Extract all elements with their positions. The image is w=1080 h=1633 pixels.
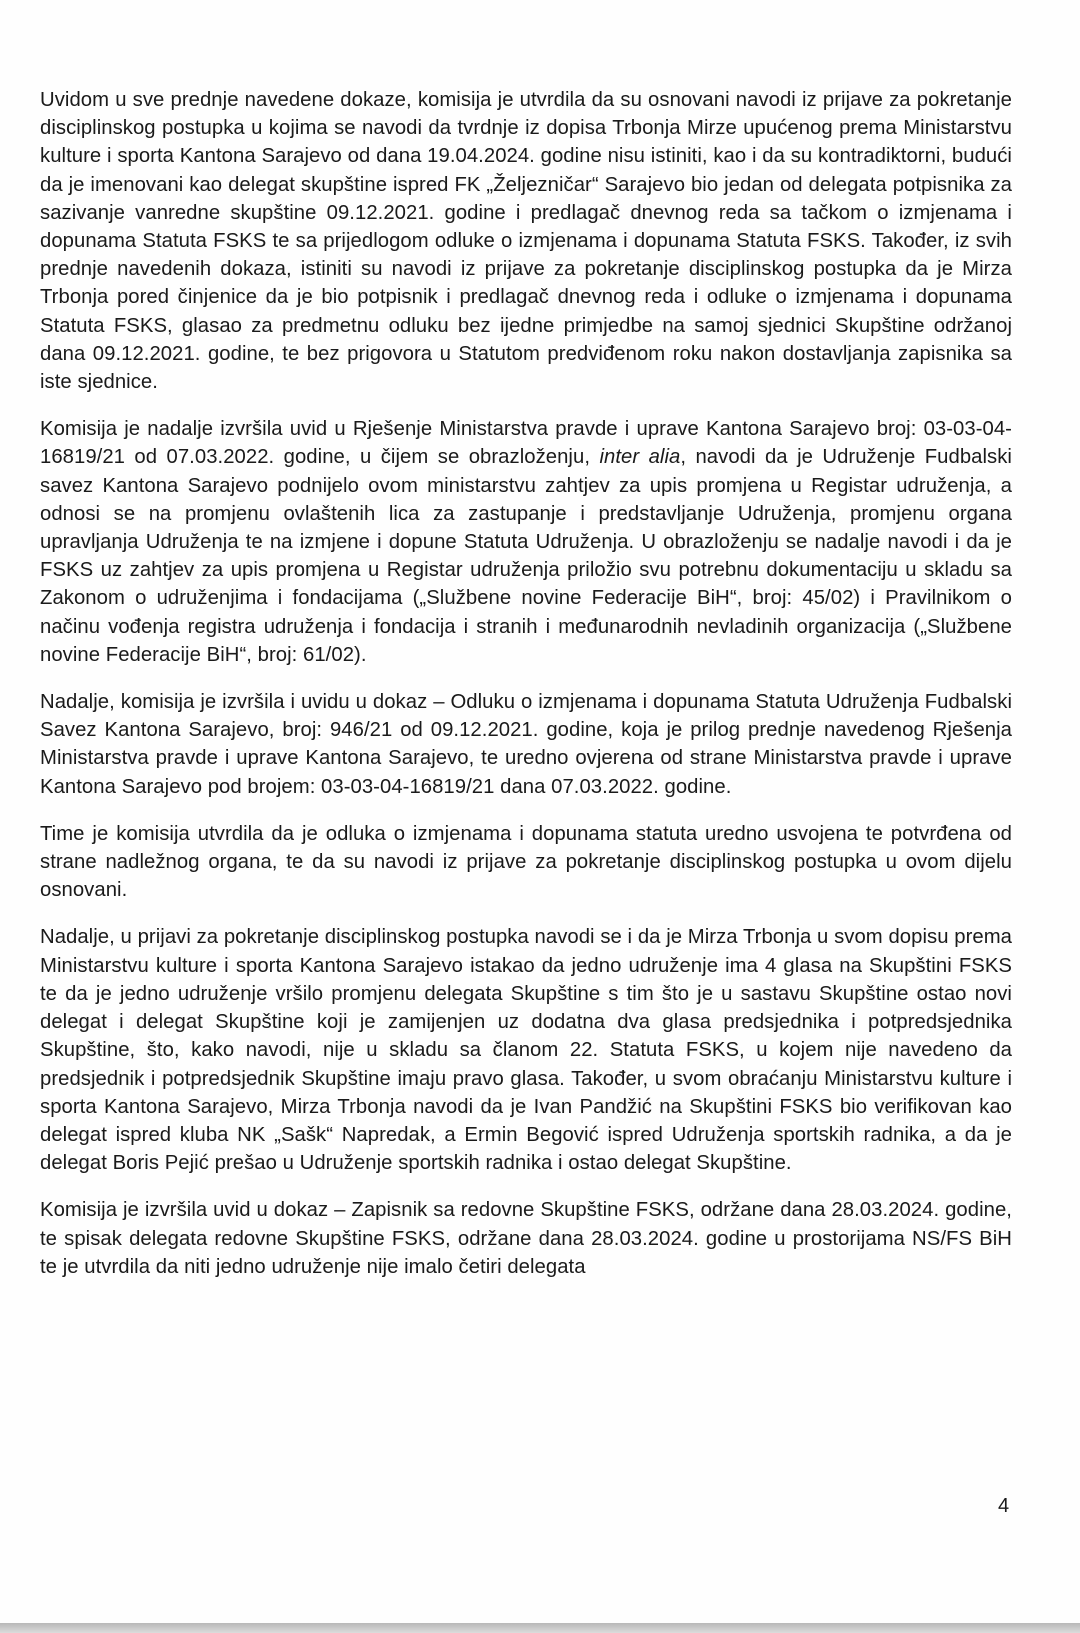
paragraph-text: , navodi da je Udruženje Fudbalski savez Kantona Sarajevo podnijelo ovom ministarstvu zahtjev za upis promjena u Registar udruženja, a odnosi se na promjenu ovlaštenih lica za zastupanje i predstavljanje Udruženja, promjenu organa upravljanja Udruženja te na izmjene i dopune Statuta Udruženja. U obrazloženju se nadalje navodi i da je FSKS uz zahtjev za upis promjena u Registar udruženja priložio svu potrebnu dokumentaciju u skladu sa Zakonom o udruženjima i fondacijama („Službene novine Federacije BiH“, broj: 45/02) i Pravilnikom o načinu vođenja registra udruženja i fondacija i stranih i međunarodnih nevladinih organizacija („Službene novine Federacije BiH“, broj: 61/02). bbox=[40, 446, 1012, 666]
paragraph-delegate-allegations: Nadalje, u prijavi za pokretanje disciplinskog postupka navodi se i da je Mirza Trbonja u svom dopisu prema Ministarstvu kulture i sporta Kantona Sarajevo istakao da jedno udruženje ima 4 glasa na Skupštini FSKS te da je jedno udruženje vršilo promjenu delegata Skupštine s tim što je u sastavu Skupštine ostao novi delegat i delegat Skupštine koji je zamijenjen uz dodatna dva glasa predsjednika i potpredsjednika Skupštine, što, kako navodi, nije u skladu sa članom 22. Statuta FSKS, u kojem nije navedeno da predsjednik i potpredsjednik Skupštine imaju pravo glasa. Također, u svom obraćanju Ministarstvu kulture i sporta Kantona Sarajevo, Mirza Trbonja navodi da je Ivan Pandžić na Skupštini FSKS bio verifikovan kao delegat ispred kluba NK „Sašk“ Napredak, a Ermin Begović ispred Udruženja sportskih radnika, a da je delegat Boris Pejić prešao u Udruženje sportskih radnika i ostao delegat Skupštine. bbox=[40, 926, 1012, 1175]
paragraph-statute-amendment-evidence: Nadalje, komisija je izvršila i uvidu u dokaz – Odluku o izmjenama i dopunama Statuta Udruženja Fudbalski Savez Kantona Sarajevo, broj: 946/21 od 09.12.2021. godine, koja je prilog prednje navedenog Rješenja Ministarstva pravde i uprave Kantona Sarajevo, te uredno ovjerena od strane Ministarstva pravde i uprave Kantona Sarajevo pod brojem: 03-03-04-16819/21 dana 07.03.2022. godine. bbox=[40, 691, 1012, 798]
paragraph-findings-trbonja-letter: Uvidom u sve prednje navedene dokaze, komisija je utvrdila da su osnovani navodi iz prijave za pokretanje disciplinskog postupka u kojima se navodi da tvrdnje iz dopisa Trbonja Mirze upućenog prema Ministarstvu kulture i sporta Kantona Sarajevo od dana 19.04.2024. godine nisu istiniti, kao i da su kontradiktorni, budući da je imenovani kao delegat skupštine ispred FK „Željezničar“ Sarajevo bio jedan od delegata potpisnika za sazivanje vanredne skupštine 09.12.2021. godine i predlagač dnevnog reda sa tačkom o izmjenama i dopunama Statuta FSKS te sa prijedlogom odluke o izmjenama i dopunama Statuta FSKS. Također, iz svih prednje navedenih dokaza, istiniti su navodi iz prijave za pokretanje disciplinskog postupka da je Mirza Trbonja pored činjenice da je bio potpisnik i predlagač dnevnog reda i odluke o izmjenama i dopunama Statuta FSKS, glasao za predmetnu odluku bez ijedne primjedbe na samoj sjednici Skupštine održanoj dana 09.12.2021. godine, te bez prigovora u Statutom predviđenom roku nakon dostavljanja zapisnika sa iste sjednice. bbox=[40, 89, 1012, 394]
italic-phrase: inter alia bbox=[599, 446, 681, 469]
paragraph-ministry-decision bbox=[40, 415, 1012, 669]
page-bottom-edge bbox=[0, 1623, 1080, 1633]
document-body bbox=[40, 86, 1012, 1300]
paragraph-assembly-minutes-review: Komisija je izvršila uvid u dokaz – Zapisnik sa redovne Skupštine FSKS, održane dana 28.03.2024. godine, te spisak delegata redovne Skupštine FSKS, održane dana 28.03.2024. godine u prostorijama NS/FS BiH te je utvrdila da niti jedno udruženje nije imalo četiri delegata bbox=[40, 1199, 1012, 1278]
page-number: 4 bbox=[998, 1495, 1010, 1517]
paragraph-commission-conclusion: Time je komisija utvrdila da je odluka o izmjenama i dopunama statuta uredno usvojena te potvrđena od strane nadležnog organa, te da su navodi iz prijave za pokretanje disciplinskog postupka u ovom dijelu osnovani. bbox=[40, 822, 1012, 902]
paragraph-text: Komisija je nadalje izvršila uvid u Rješenje Ministarstva pravde i uprave Kantona Sarajevo broj: 03-03-04-16819/21 od 07.03.2022. godine, u čijem se obrazloženju, bbox=[40, 418, 1012, 469]
